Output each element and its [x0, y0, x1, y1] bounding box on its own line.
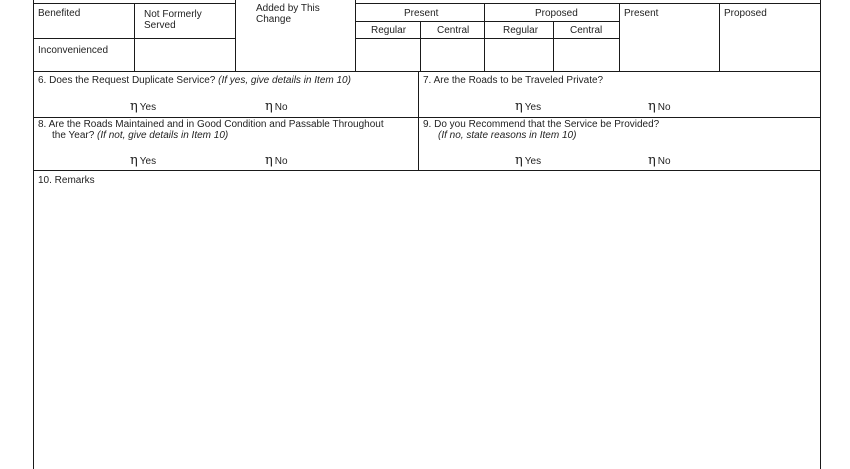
label-central-proposed: Central: [570, 25, 603, 36]
label-proposed: Proposed: [535, 8, 578, 19]
checkbox-icon: η: [515, 99, 523, 114]
rule-h-row10: [33, 170, 821, 171]
label-benefited: Benefited: [38, 8, 81, 19]
q6-label: [38, 75, 351, 86]
q8-line2: [52, 130, 228, 141]
q7-yes-checkbox[interactable]: [515, 101, 541, 114]
rule-h-row8: [33, 117, 821, 118]
not-formerly-served-field[interactable]: [135, 39, 235, 71]
q7-no-label: No: [657, 102, 671, 113]
q8-instruction: (If not, give details in Item 10): [97, 130, 229, 141]
q8-line1: 8. Are the Roads Maintained and in Good Condition and Passable Throughout: [38, 119, 384, 130]
benefited-field[interactable]: [34, 4, 134, 38]
rule-top-right: [356, 3, 820, 4]
proposed-central-field[interactable]: [554, 39, 619, 71]
q9-yes-checkbox[interactable]: [515, 155, 541, 168]
proposed-right-field[interactable]: [720, 22, 820, 71]
rule-h-present-split: [355, 21, 619, 22]
q9-italic-text: (If no, state reasons in Item 10): [438, 130, 577, 141]
q6-no-label: No: [274, 102, 288, 113]
checkbox-icon: η: [648, 153, 656, 168]
checkbox-icon: η: [265, 99, 273, 114]
q8-yes-checkbox[interactable]: [130, 155, 156, 168]
checkbox-icon: η: [515, 153, 523, 168]
label-present-right: Present: [624, 8, 659, 19]
q7-yes-label: Yes: [524, 102, 542, 113]
q8-yes-label: Yes: [139, 156, 157, 167]
q9-no-checkbox[interactable]: [648, 155, 671, 168]
present-right-field[interactable]: [620, 22, 719, 71]
q6-text: 6. Does the Request Duplicate Service?: [38, 75, 216, 86]
label-regular-proposed: Regular: [503, 25, 539, 36]
label-added-2: Change: [256, 14, 292, 25]
label-inconvenienced: Inconvenienced: [38, 45, 109, 56]
q6-instruction: (If yes, give details in Item 10): [218, 75, 351, 86]
label-regular-present: Regular: [371, 25, 407, 36]
proposed-regular-field[interactable]: [485, 39, 553, 71]
label-not-formerly-1: Not Formerly: [144, 9, 202, 20]
present-central-field[interactable]: [421, 39, 484, 71]
q7-no-checkbox[interactable]: [648, 101, 671, 114]
checkbox-icon: η: [130, 153, 138, 168]
label-added-1: Added by This: [256, 3, 320, 14]
checkbox-icon: η: [648, 99, 656, 114]
checkbox-icon: η: [265, 153, 273, 168]
checkbox-icon: η: [130, 99, 138, 114]
q9-line1: 9. Do you Recommend that the Service be Provided?: [423, 119, 660, 130]
q9-no-label: No: [657, 156, 671, 167]
q8-no-label: No: [274, 156, 288, 167]
label-central-present: Central: [437, 25, 470, 36]
remarks-field[interactable]: [34, 188, 820, 469]
label-present: Present: [404, 8, 439, 19]
label-proposed-right: Proposed: [724, 8, 767, 19]
q8-text: the Year?: [52, 130, 95, 141]
q9-instruction: [438, 130, 576, 141]
added-by-change-field[interactable]: [236, 30, 355, 71]
remarks-label: 10. Remarks: [38, 175, 95, 186]
q8-no-checkbox[interactable]: [265, 155, 288, 168]
q6-yes-checkbox[interactable]: [130, 101, 156, 114]
label-not-formerly-2: Served: [144, 20, 176, 31]
rule-h-row6: [33, 71, 821, 72]
rule-v-middle: [418, 71, 419, 170]
q7-label: 7. Are the Roads to be Traveled Private?: [423, 75, 604, 86]
q6-yes-label: Yes: [139, 102, 157, 113]
present-regular-field[interactable]: [356, 39, 420, 71]
q6-no-checkbox[interactable]: [265, 101, 288, 114]
q9-yes-label: Yes: [524, 156, 542, 167]
